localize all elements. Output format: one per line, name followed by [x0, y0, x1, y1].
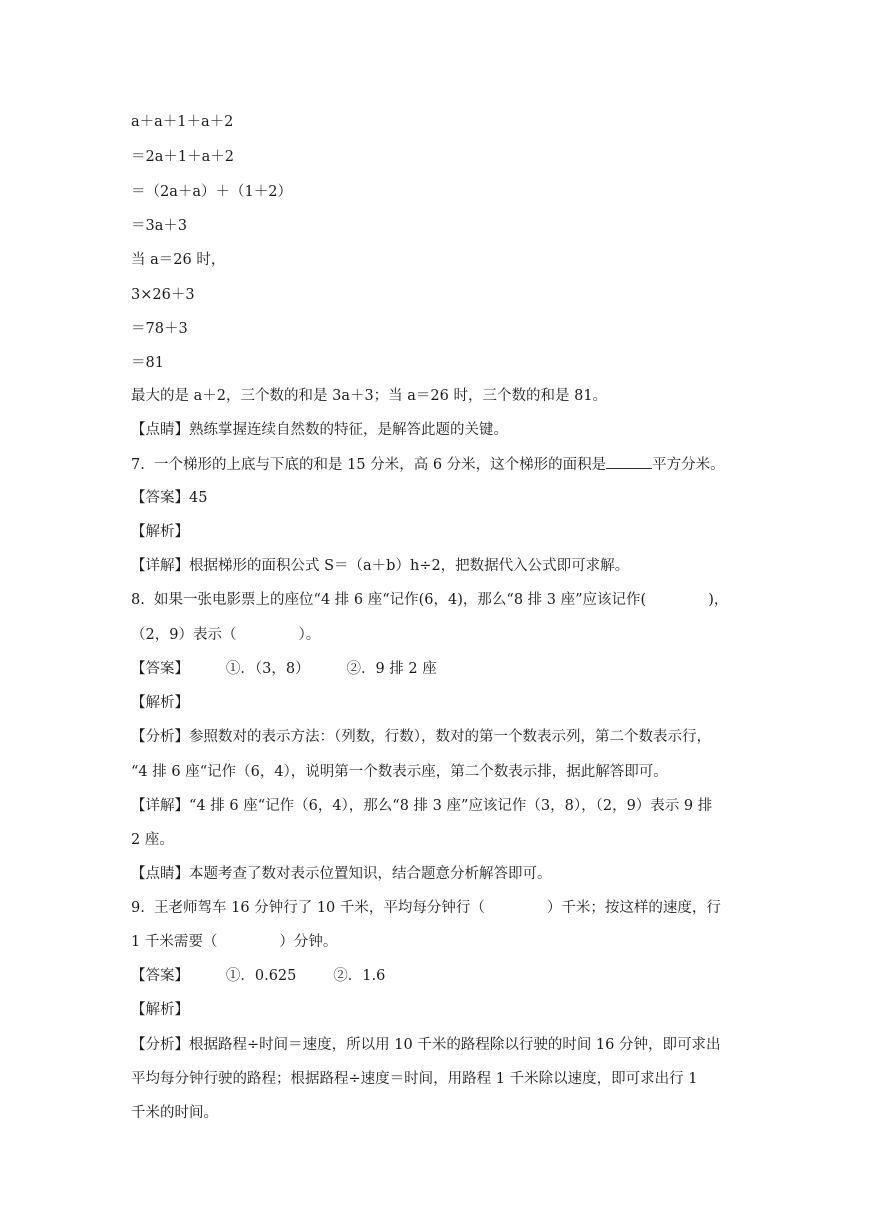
- q9-stem-2b: ）分钟。: [279, 934, 338, 950]
- q9-stem-line-2: [131, 932, 337, 952]
- q7-detail: 【详解】根据梯形的面积公式 S＝（a＋b）h÷2，把数据代入公式即可求解。: [131, 558, 630, 574]
- q8-analysis: 【解析】: [131, 695, 189, 711]
- q9-fenxi-1: 【分析】根据路程÷时间＝速度，所以用 10 千米的路程除以行驶的时间 16 分钟，即可求出: [131, 1037, 721, 1053]
- conclusion-text: 最大的是 a＋2，三个数的和是 3a＋3；当 a＝26 时，三个数的和是 81。: [131, 388, 608, 404]
- calc-line-7: ＝78＋3: [131, 321, 188, 337]
- q9-fenxi-2: 平均每分钟行驶的路程；根据路程÷速度＝时间，用路程 1 千米除以速度，即可求出行 1: [131, 1071, 698, 1087]
- q7-stem-a: 7. 一个梯形的上底与下底的和是 15 分米，高 6 分米，这个梯形的面积是: [131, 457, 607, 473]
- q9-stem-1a: 9. 王老师驾车 16 分钟行了 10 千米，平均每分钟行（: [131, 900, 485, 916]
- calc-line-5: 当 a＝26 时，: [131, 252, 226, 268]
- q8-stem-2a: （2，9）表示（: [131, 627, 237, 643]
- q9-stem-line-1: [131, 898, 721, 918]
- q7-stem: [131, 454, 725, 475]
- q8-answer: 【答案】 ①．（3，8） ②．9 排 2 座: [131, 661, 437, 677]
- q7-stem-b: 平方分米。: [652, 457, 725, 473]
- calc-line-1: a＋a＋1＋a＋2: [131, 114, 234, 130]
- q7-answer-blank: [606, 454, 652, 469]
- q8-stem-1b: )，: [708, 592, 729, 608]
- calc-line-3: ＝（2a＋a）＋（1＋2）: [131, 184, 292, 200]
- q8-detail-2: 2 座。: [131, 832, 174, 848]
- q9-fenxi-3: 千米的时间。: [131, 1105, 218, 1121]
- q8-detail-1: 【详解】“4 排 6 座“记作（6，4），那么“8 排 3 座”应该记作（3，8），（2，9）表示 9 排: [131, 798, 713, 814]
- q8-fenxi-1: 【分析】参照数对的表示方法：（列数，行数），数对的第一个数表示列，第二个数表示行，: [131, 729, 711, 745]
- q7-analysis: 【解析】: [131, 524, 189, 540]
- q8-stem-2b: ）。: [298, 627, 321, 643]
- q9-stem-2a: 1 千米需要（: [131, 934, 218, 950]
- q8-fenxi-2: “4 排 6 座“记作（6，4），说明第一个数表示座，第二个数表示排，据此解答即可。: [131, 764, 668, 780]
- calc-line-6: 3×26＋3: [131, 287, 195, 303]
- q9-stem-1b: ）千米；按这样的速度，行: [546, 900, 721, 916]
- q7-answer: 【答案】45: [131, 490, 208, 506]
- calc-line-8: ＝81: [131, 355, 164, 371]
- calc-line-4: ＝3a＋3: [131, 218, 188, 234]
- dianjing-text: 【点睛】熟练掌握连续自然数的特征，是解答此题的关键。: [131, 422, 508, 438]
- calc-line-2: ＝2a＋1＋a＋2: [131, 149, 234, 165]
- q8-dianjing: 【点睛】本题考查了数对表示位置知识，结合题意分析解答即可。: [131, 866, 552, 882]
- q8-stem-line-2: [131, 625, 320, 645]
- q9-answer: 【答案】 ①．0.625 ②．1.6: [131, 968, 386, 984]
- q8-stem-line-1: [131, 590, 728, 610]
- q8-stem-1a: 8. 如果一张电影票上的座位“4 排 6 座“记作(6，4)，那么“8 排 3 座”应该记作(: [131, 592, 647, 608]
- q9-analysis: 【解析】: [131, 1002, 189, 1018]
